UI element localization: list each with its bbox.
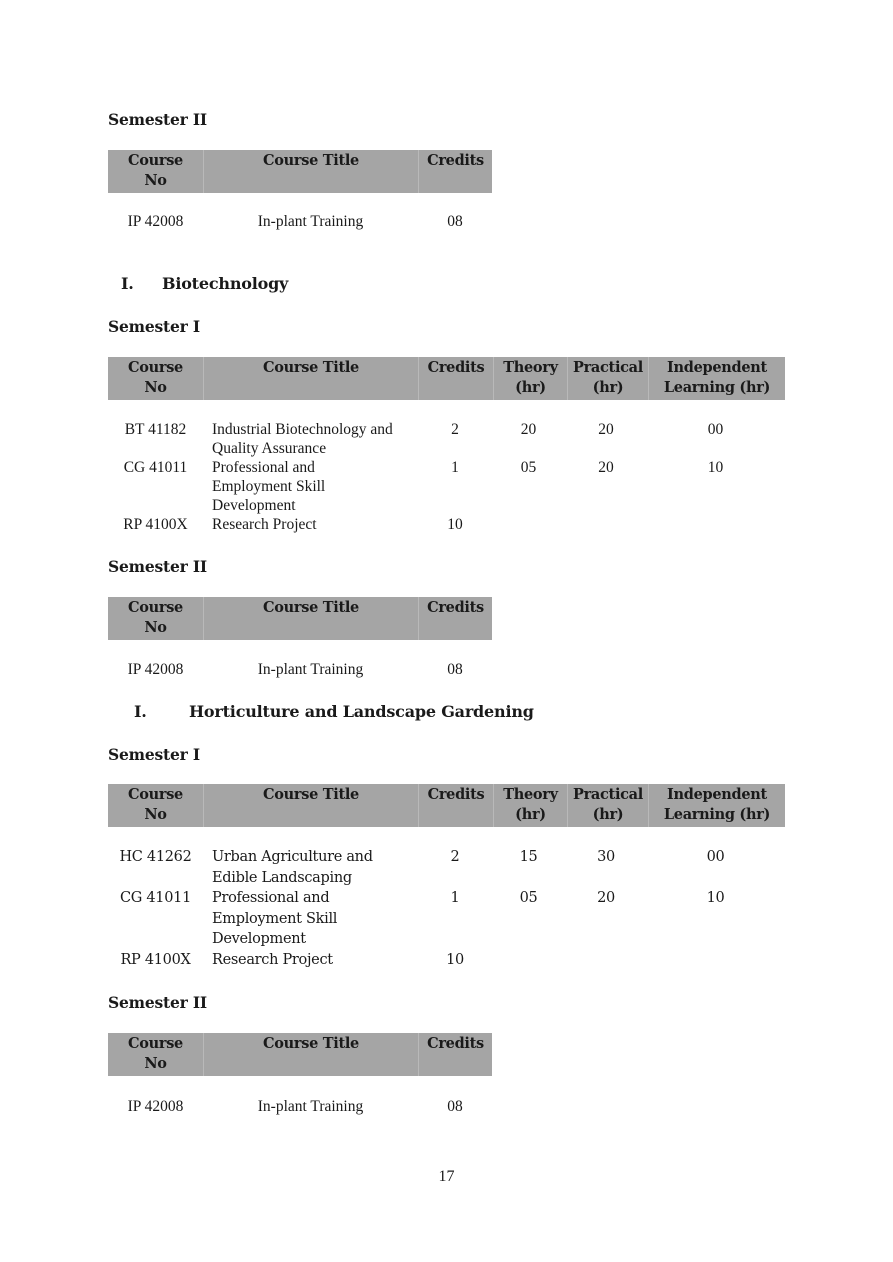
section-number: I.	[134, 702, 147, 721]
course-table-header	[108, 784, 785, 827]
header-independent-learning: Independent Learning (hr)	[649, 784, 786, 827]
header-course-title: Course Title	[204, 150, 419, 193]
course-credits: 08	[447, 1098, 463, 1115]
course-no: BT 41182	[124, 421, 187, 438]
theory-hours: 20	[520, 421, 537, 438]
practical-hours: 20	[598, 459, 614, 476]
course-credits: 08	[447, 661, 463, 678]
course-title: In-plant Training	[257, 213, 364, 230]
course-no: CG 41011	[119, 890, 191, 906]
course-credits: 2	[450, 849, 460, 865]
section-title: Biotechnology	[162, 274, 289, 293]
semester-heading: Semester I	[108, 317, 200, 336]
header-course-title: Course Title	[204, 784, 419, 827]
semester-heading: Semester II	[108, 993, 207, 1012]
course-title: Research Project	[212, 516, 317, 533]
section-heading-biotechnology	[121, 274, 288, 293]
header-course-no: Course No	[108, 357, 204, 400]
page-number: 17	[438, 1168, 455, 1185]
semester-heading: Semester II	[108, 557, 207, 576]
course-no: RP 4100X	[120, 952, 191, 968]
header-course-title: Course Title	[204, 357, 419, 400]
independent-hours: 10	[706, 890, 725, 906]
course-credits: 10	[446, 952, 464, 968]
header-theory: Theory (hr)	[494, 784, 568, 827]
course-title: In-plant Training	[257, 661, 364, 678]
course-no: IP 42008	[127, 213, 184, 230]
header-theory: Theory (hr)	[494, 357, 568, 400]
course-title: Industrial Biotechnology and Quality Assurance	[212, 421, 393, 457]
header-credits: Credits	[419, 1033, 493, 1076]
course-title: Urban Agriculture and Edible Landscaping	[212, 849, 373, 886]
theory-hours: 05	[520, 459, 537, 476]
section-number: I.	[121, 274, 134, 293]
header-practical: Practical (hr)	[568, 784, 649, 827]
header-course-no: Course No	[108, 597, 204, 640]
semester-heading: Semester II	[108, 110, 207, 129]
header-course-title: Course Title	[204, 597, 419, 640]
header-independent-learning: Independent Learning (hr)	[649, 357, 786, 400]
section-heading-horticulture	[134, 702, 534, 721]
course-table-header	[108, 150, 492, 193]
header-course-no: Course No	[108, 150, 204, 193]
course-title: Professional and Employment Skill Development	[212, 459, 326, 514]
course-credits: 2	[451, 421, 459, 438]
independent-hours: 00	[706, 849, 725, 865]
semester-heading: Semester I	[108, 745, 200, 764]
course-no: CG 41011	[123, 459, 188, 476]
course-table-header	[108, 597, 492, 640]
course-title: In-plant Training	[257, 1098, 364, 1115]
theory-hours: 15	[519, 849, 538, 865]
practical-hours: 20	[597, 890, 615, 906]
header-practical: Practical (hr)	[568, 357, 649, 400]
independent-hours: 00	[707, 421, 724, 438]
course-credits: 1	[451, 459, 459, 476]
course-credits: 1	[450, 890, 460, 906]
header-course-no: Course No	[108, 1033, 204, 1076]
course-title: Professional and Employment Skill Development	[212, 890, 338, 947]
theory-hours: 05	[519, 890, 538, 906]
header-course-title: Course Title	[204, 1033, 419, 1076]
course-no: RP 4100X	[123, 516, 188, 533]
course-credits: 10	[447, 516, 463, 533]
header-credits: Credits	[419, 597, 493, 640]
course-no: IP 42008	[127, 1098, 184, 1115]
course-credits: 08	[447, 213, 463, 230]
practical-hours: 30	[597, 849, 615, 865]
header-credits: Credits	[419, 784, 494, 827]
course-no: IP 42008	[127, 661, 184, 678]
header-course-no: Course No	[108, 784, 204, 827]
course-table-header	[108, 357, 785, 400]
practical-hours: 20	[598, 421, 614, 438]
header-credits: Credits	[419, 150, 493, 193]
header-credits: Credits	[419, 357, 494, 400]
section-title: Horticulture and Landscape Gardening	[189, 702, 534, 721]
course-no: HC 41262	[119, 849, 192, 865]
independent-hours: 10	[707, 459, 724, 476]
course-table-header	[108, 1033, 492, 1076]
course-title: Research Project	[212, 952, 333, 968]
